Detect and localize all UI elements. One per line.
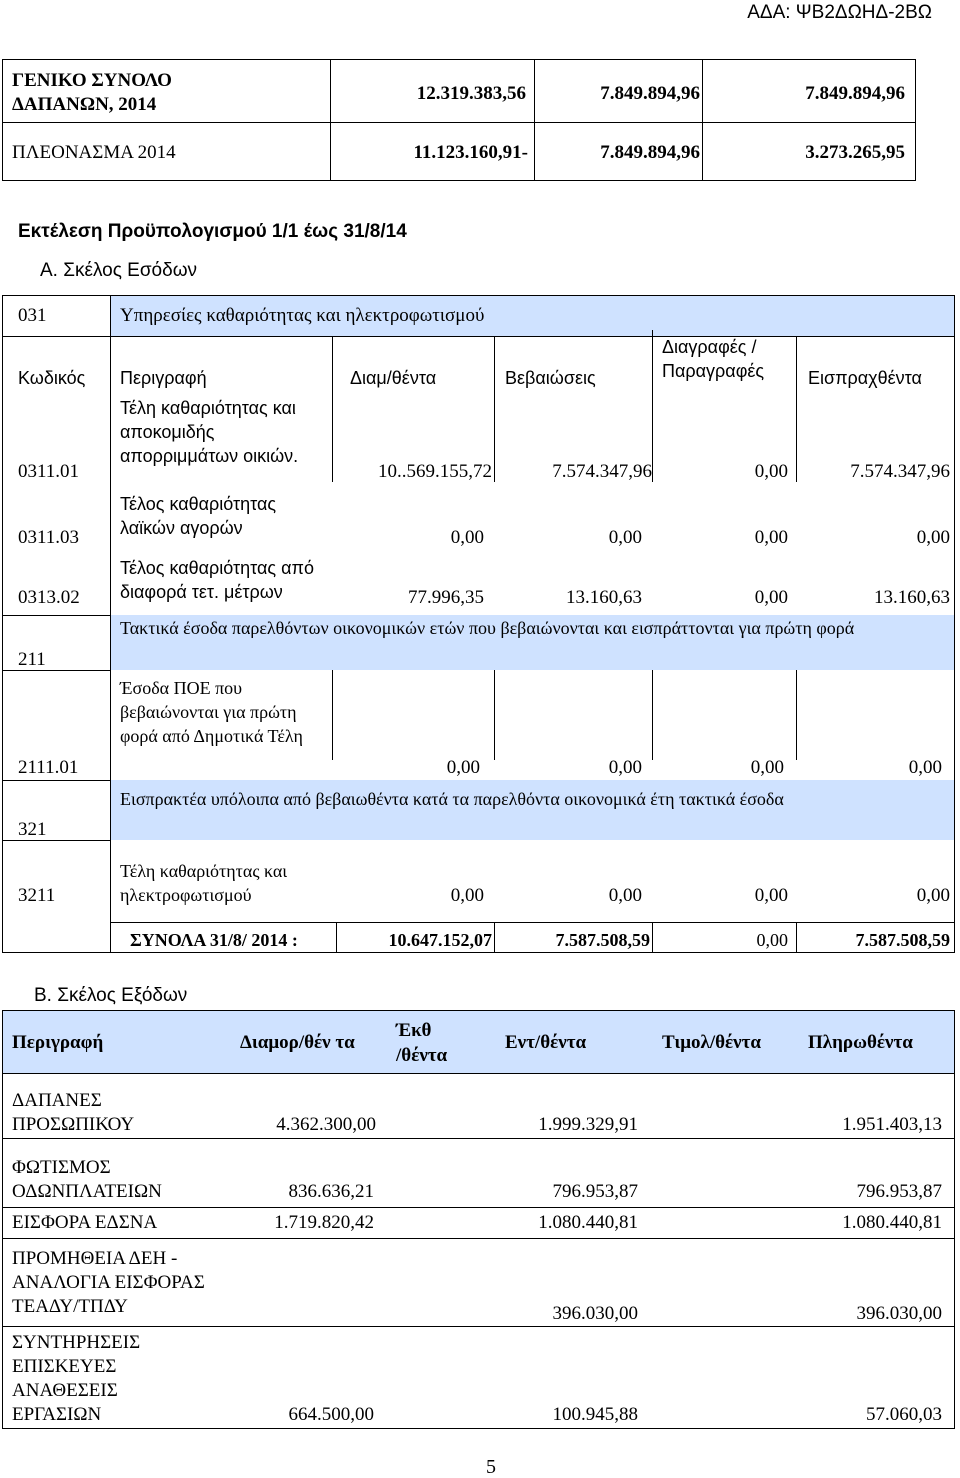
group-code: 211 [18, 649, 46, 670]
exp-row-pliro: 1.080.440,81 [842, 1212, 942, 1233]
row-eisp: 13.160,63 [874, 587, 950, 608]
exp-row-ent: 100.945,88 [552, 1404, 638, 1425]
exp-row-ent: 396.030,00 [552, 1303, 638, 1324]
row-vev: 7.574.347,96 [552, 461, 652, 482]
header-desc: Περιγραφή [120, 368, 207, 388]
summary-value: 3.273.265,95 [805, 142, 905, 163]
row-diag: 0,00 [750, 757, 784, 778]
exp-row-desc: ΣΥΝΤΗΡΗΣΕΙΣ [12, 1332, 141, 1353]
header-code: Κωδικός [18, 368, 86, 388]
row-code: 2111.01 [18, 757, 79, 778]
summary-value: 12.319.383,56 [416, 83, 526, 104]
row-diag: 0,00 [754, 461, 788, 482]
exp-row-diam: 4.362.300,00 [276, 1114, 376, 1135]
row-desc: Έσοδα ΠΟΕ που βεβαιώνονται για πρώτη φορά από Δημοτικά Τέλη [120, 678, 303, 746]
exp-header-ent: Εντ/θέντα [505, 1032, 587, 1053]
row-desc: Τέλη καθαριότητας και [120, 861, 288, 881]
row-code: 0311.03 [18, 527, 80, 548]
row-diam: 10..569.155,72 [378, 461, 492, 482]
header-diag: Διαγραφές / [662, 337, 757, 357]
summary-value: 7.849.894,96 [805, 83, 905, 104]
exp-row-pliro: 57.060,03 [866, 1404, 942, 1425]
totals-eisp: 7.587.508,59 [855, 930, 950, 950]
summary-label: ΔΑΠΑΝΩΝ, 2014 [12, 94, 157, 115]
exp-header-pliro: Πληρωθέντα [808, 1032, 913, 1053]
summary-value: 7.849.894,96 [600, 83, 700, 104]
group-label: Τακτικά έσοδα παρελθόντων οικονομικών ετών που βεβαιώνονται και εισπράττονται για πρώτη φορά [120, 618, 855, 638]
row-vev: 0,00 [608, 885, 642, 906]
row-code: 0313.02 [18, 587, 80, 608]
exp-row-pliro: 796.953,87 [856, 1181, 942, 1202]
exp-row-desc: ΟΔΩΝΠΛΑΤΕΙΩΝ [12, 1181, 162, 1202]
exp-row-desc: ΕΠΙΣΚΕΥΕΣ [12, 1356, 117, 1377]
exp-row-pliro: 396.030,00 [856, 1303, 942, 1324]
row-eisp: 7.574.347,96 [850, 461, 950, 482]
exp-row-desc: ΕΡΓΑΣΙΩΝ [12, 1404, 102, 1425]
row-diam: 0,00 [446, 757, 480, 778]
header-eisp: Εισπραχθέντα [808, 368, 922, 388]
row-code: 3211 [18, 885, 56, 906]
header-vev: Βεβαιώσεις [505, 368, 596, 388]
group-code: 031 [18, 305, 47, 326]
exp-header-desc: Περιγραφή [12, 1032, 104, 1053]
row-eisp: 0,00 [916, 885, 950, 906]
exp-row-desc: ΑΝΑΛΟΓΙΑ ΕΙΣΦΟΡΑΣ [12, 1272, 205, 1293]
summary-label: ΠΛΕΟΝΑΣΜΑ 2014 [12, 142, 176, 163]
exp-row-desc: ΠΡΟΣΩΠΙΚΟΥ [12, 1114, 135, 1135]
exp-row-desc: ΦΩΤΙΣΜΟΣ [12, 1157, 111, 1178]
row-desc: Τέλη καθαριότητας και αποκομιδής απορριμμάτων οικιών. [120, 398, 299, 466]
group-label: Εισπρακτέα υπόλοιπα από βεβαιωθέντα κατά τα παρελθόντα οικονομικά έτη τακτικά έσοδα [120, 789, 784, 809]
exp-header-ekth: /θέντα [396, 1045, 448, 1066]
summary-value: 11.123.160,91- [413, 142, 528, 163]
exp-row-ent: 1.999.329,91 [538, 1114, 638, 1135]
row-diag: 0,00 [754, 885, 788, 906]
exp-row-desc: ΑΝΑΘΕΣΕΙΣ [12, 1380, 118, 1401]
ada-code: ΑΔΑ: ΨΒ2ΔΩΗΔ-2ΒΩ [747, 2, 932, 23]
row-desc: ηλεκτροφωτισμού [120, 885, 252, 905]
totals-diag: 0,00 [756, 930, 788, 950]
totals-label: ΣΥΝΟΛΑ 31/8/ 2014 : [130, 930, 298, 950]
row-eisp: 0,00 [908, 757, 942, 778]
row-desc: Τέλος καθαριότητας λαϊκών αγορών [120, 494, 277, 538]
row-diag: 0,00 [754, 527, 788, 548]
exp-header-timol: Τιμολ/θέντα [662, 1032, 761, 1053]
exp-row-ent: 1.080.440,81 [538, 1212, 638, 1233]
row-vev: 0,00 [608, 527, 642, 548]
exp-row-pliro: 1.951.403,13 [842, 1114, 942, 1135]
row-diam: 0,00 [450, 527, 484, 548]
exp-row-desc: ΔΑΠΑΝΕΣ [12, 1090, 102, 1111]
group-label: Υπηρεσίες καθαριότητας και ηλεκτροφωτισμού [120, 305, 485, 326]
row-diam: 0,00 [450, 885, 484, 906]
page-number: 5 [486, 1456, 496, 1478]
execution-title: Εκτέλεση Προϋπολογισμού 1/1 έως 31/8/14 [18, 221, 407, 242]
exp-row-ent: 796.953,87 [552, 1181, 638, 1202]
row-eisp: 0,00 [916, 527, 950, 548]
exp-row-desc: ΤΕΑΔΥ/ΤΠΔΥ [12, 1296, 128, 1317]
exp-header-diam: Διαμορ/θέν τα [240, 1032, 355, 1053]
revenue-section-title: Α. Σκέλος Εσόδων [40, 260, 198, 281]
row-vev: 13.160,63 [566, 587, 642, 608]
header-diag: Παραγραφές [662, 361, 765, 381]
summary-value: 7.849.894,96 [600, 142, 700, 163]
totals-diam: 10.647.152,07 [388, 930, 492, 950]
group-code: 321 [18, 819, 47, 840]
exp-row-diam: 1.719.820,42 [274, 1212, 374, 1233]
exp-row-diam: 836.636,21 [288, 1181, 374, 1202]
exp-row-desc: ΕΙΣΦΟΡΑ ΕΔΣΝΑ [12, 1212, 158, 1233]
row-diag: 0,00 [754, 587, 788, 608]
totals-vev: 7.587.508,59 [555, 930, 650, 950]
row-diam: 77.996,35 [408, 587, 484, 608]
exp-row-diam: 664.500,00 [288, 1404, 374, 1425]
summary-label: ΓΕΝΙΚΟ ΣΥΝΟΛΟ [12, 70, 172, 91]
expenses-section-title: Β. Σκέλος Εξόδων [34, 985, 188, 1006]
row-vev: 0,00 [608, 757, 642, 778]
exp-header-ekth: Έκθ [396, 1020, 432, 1041]
row-desc: Τέλος καθαριότητας από διαφορά τετ. μέτρων [120, 558, 314, 602]
header-diam: Διαμ/θέντα [350, 368, 437, 388]
exp-row-desc: ΠΡΟΜΗΘΕΙΑ ΔΕΗ - [12, 1248, 178, 1269]
row-code: 0311.01 [18, 461, 80, 482]
